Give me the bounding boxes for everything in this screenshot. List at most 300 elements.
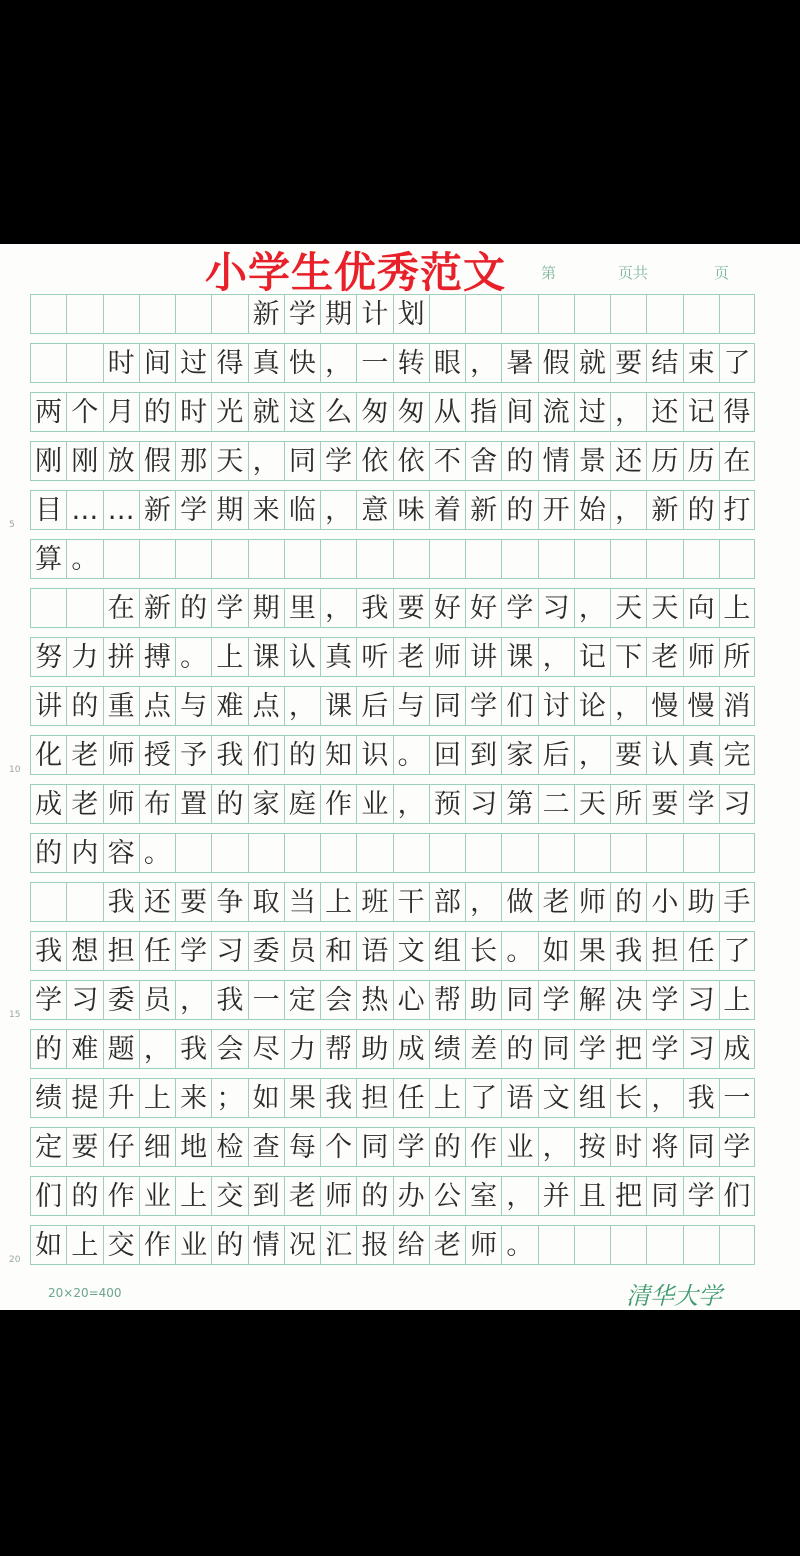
grid-cell: 回 (429, 735, 465, 775)
grid-cell (66, 343, 102, 383)
grid-cell: 计 (356, 294, 392, 334)
grid-cell: 刚 (66, 441, 102, 481)
grid-cell: 且 (574, 1176, 610, 1216)
grid-cell: 认 (284, 637, 320, 677)
grid-cell: 要 (175, 882, 211, 922)
grid-cell: 学 (683, 1176, 719, 1216)
grid-cell (211, 833, 247, 873)
grid-cell: 按 (574, 1127, 610, 1167)
grid-cell (574, 539, 610, 579)
grid-cell: 成 (393, 1029, 429, 1069)
grid-cell: 算 (30, 539, 66, 579)
grid-cell: 当 (284, 882, 320, 922)
grid-cell: 并 (538, 1176, 574, 1216)
grid-cell: 小 (646, 882, 682, 922)
grid-cell: 重 (103, 686, 139, 726)
grid-cell (248, 539, 284, 579)
grid-cell: … (103, 490, 139, 530)
grid-cell: 讲 (30, 686, 66, 726)
grid-cell: 识 (356, 735, 392, 775)
grid-cell: 如 (538, 931, 574, 971)
grid-cell (356, 539, 392, 579)
grid-cell (66, 882, 102, 922)
grid-row (30, 294, 755, 334)
grid-cell (646, 539, 682, 579)
grid-cell: 任 (393, 1078, 429, 1118)
grid-cell: 布 (139, 784, 175, 824)
grid-cell: ， (393, 784, 429, 824)
line-number: 15 (9, 1010, 21, 1020)
grid-cell: 同 (538, 1029, 574, 1069)
grid-cell (248, 833, 284, 873)
grid-cell (574, 833, 610, 873)
grid-cell (719, 539, 755, 579)
grid-row (30, 637, 755, 677)
grid-cell (30, 882, 66, 922)
grid-cell: 向 (683, 588, 719, 628)
grid-cell (66, 294, 102, 334)
grid-cell (574, 1225, 610, 1265)
grid-cell (175, 539, 211, 579)
grid-cell: 组 (429, 931, 465, 971)
grid-cell: 打 (719, 490, 755, 530)
grid-row (30, 980, 755, 1020)
grid-cell: 么 (320, 392, 356, 432)
grid-cell: 流 (538, 392, 574, 432)
grid-cell: 讲 (465, 637, 501, 677)
grid-cell: 着 (429, 490, 465, 530)
grid-cell: 习 (538, 588, 574, 628)
grid-cell: 舍 (465, 441, 501, 481)
grid-cell (103, 294, 139, 334)
grid-cell: 师 (683, 637, 719, 677)
grid-cell: 依 (356, 441, 392, 481)
grid-cell: 员 (139, 980, 175, 1020)
grid-cell: 我 (356, 588, 392, 628)
grid-cell: 下 (610, 637, 646, 677)
grid-cell: 拼 (103, 637, 139, 677)
grid-cell: 要 (646, 784, 682, 824)
grid-cell: 天 (574, 784, 610, 824)
grid-cell: 作 (103, 1176, 139, 1216)
grid-cell: 业 (139, 1176, 175, 1216)
grid-cell: 决 (610, 980, 646, 1020)
grid-cell: 个 (66, 392, 102, 432)
grid-cell: 师 (103, 784, 139, 824)
banner-title: 小学生优秀范文 (205, 248, 507, 297)
grid-cell: 与 (393, 686, 429, 726)
grid-cell: 文 (538, 1078, 574, 1118)
grid-cell: 上 (320, 882, 356, 922)
grid-cell: 后 (538, 735, 574, 775)
grid-cell: ； (211, 1078, 247, 1118)
grid-cell: 地 (175, 1127, 211, 1167)
grid-cell: 老 (66, 784, 102, 824)
grid-row (30, 735, 755, 775)
grid-cell: 学 (211, 588, 247, 628)
grid-cell (175, 294, 211, 334)
grid-cell: 指 (465, 392, 501, 432)
grid-cell: 依 (393, 441, 429, 481)
grid-cell: 光 (211, 392, 247, 432)
grid-cell: 们 (501, 686, 537, 726)
grid-cell: 的 (211, 784, 247, 824)
grid-cell: 上 (211, 637, 247, 677)
brand-logo: 清华大学 (626, 1282, 722, 1310)
grid-cell (429, 294, 465, 334)
grid-cell: 业 (501, 1127, 537, 1167)
grid-cell: 学 (646, 980, 682, 1020)
grid-cell: ， (320, 343, 356, 383)
grid-cell: 绩 (429, 1029, 465, 1069)
grid-cell: 放 (103, 441, 139, 481)
grid-cell: 两 (30, 392, 66, 432)
grid-cell: 学 (284, 294, 320, 334)
grid-cell: 那 (175, 441, 211, 481)
grid-cell: 任 (683, 931, 719, 971)
grid-cell: 的 (356, 1176, 392, 1216)
grid-row (30, 784, 755, 824)
grid-row (30, 539, 755, 579)
grid-cell: 。 (139, 833, 175, 873)
grid-cell: 们 (719, 1176, 755, 1216)
grid-cell: 间 (501, 392, 537, 432)
grid-row (30, 1127, 755, 1167)
grid-cell: 老 (429, 1225, 465, 1265)
grid-cell: 知 (320, 735, 356, 775)
grid-cell: 委 (103, 980, 139, 1020)
grid-cell: 家 (501, 735, 537, 775)
grid-cell: 争 (211, 882, 247, 922)
grid-cell: 师 (320, 1176, 356, 1216)
grid-cell: 交 (211, 1176, 247, 1216)
grid-cell: 成 (30, 784, 66, 824)
grid-cell: 老 (393, 637, 429, 677)
grid-cell: 细 (139, 1127, 175, 1167)
grid-cell: 把 (610, 1029, 646, 1069)
grid-cell: 过 (574, 392, 610, 432)
grid-row (30, 490, 755, 530)
grid-cell: 学 (175, 931, 211, 971)
grid-cell: 划 (393, 294, 429, 334)
grid-cell: 转 (393, 343, 429, 383)
grid-cell: 。 (66, 539, 102, 579)
grid-cell: 助 (465, 980, 501, 1020)
grid-cell: 得 (719, 392, 755, 432)
grid-cell: 学 (175, 490, 211, 530)
grid-cell: 一 (719, 1078, 755, 1118)
grid-cell: 。 (501, 931, 537, 971)
grid-cell: 我 (30, 931, 66, 971)
grid-cell (610, 833, 646, 873)
grid-cell: 期 (320, 294, 356, 334)
grid-cell: 预 (429, 784, 465, 824)
grid-cell (719, 1225, 755, 1265)
grid-cell: 点 (139, 686, 175, 726)
grid-cell: 师 (429, 637, 465, 677)
grid-cell: 期 (248, 588, 284, 628)
grid-cell: 师 (574, 882, 610, 922)
grid-cell: 师 (465, 1225, 501, 1265)
grid-cell: 新 (646, 490, 682, 530)
grid-cell: 了 (719, 343, 755, 383)
grid-cell (393, 539, 429, 579)
grid-cell: 情 (538, 441, 574, 481)
grid-cell: 绩 (30, 1078, 66, 1118)
grid-cell: 的 (610, 882, 646, 922)
page-prefix: 第 (541, 264, 557, 282)
grid-row (30, 1225, 755, 1265)
grid-cell: 点 (248, 686, 284, 726)
grid-cell: 的 (30, 1029, 66, 1069)
grid-cell: 二 (538, 784, 574, 824)
grid-cell: 授 (139, 735, 175, 775)
grid-cell: ， (501, 1176, 537, 1216)
grid-cell: 同 (356, 1127, 392, 1167)
grid-cell: 暑 (501, 343, 537, 383)
grid-cell: 论 (574, 686, 610, 726)
grid-cell: 把 (610, 1176, 646, 1216)
grid-cell: 新 (139, 490, 175, 530)
grid-cell: 解 (574, 980, 610, 1020)
grid-cell: 学 (30, 980, 66, 1020)
grid-cell: 我 (211, 980, 247, 1020)
grid-cell: 还 (610, 441, 646, 481)
grid-cell: 上 (139, 1078, 175, 1118)
grid-cell: 假 (139, 441, 175, 481)
grid-cell: 时 (175, 392, 211, 432)
grid-row (30, 1029, 755, 1069)
grid-cell: 一 (248, 980, 284, 1020)
grid-cell: 还 (646, 392, 682, 432)
grid-cell: 长 (610, 1078, 646, 1118)
grid-cell: 的 (139, 392, 175, 432)
grid-cell: 员 (284, 931, 320, 971)
line-number: 10 (9, 765, 21, 775)
grid-cell: 历 (646, 441, 682, 481)
grid-cell (610, 539, 646, 579)
grid-cell: ， (610, 686, 646, 726)
grid-cell: 时 (103, 343, 139, 383)
grid-cell: 习 (719, 784, 755, 824)
grid-cell: 来 (248, 490, 284, 530)
grid-cell: 听 (356, 637, 392, 677)
grid-cell (175, 833, 211, 873)
grid-row (30, 833, 755, 873)
grid-cell: 的 (30, 833, 66, 873)
grid-cell: 从 (429, 392, 465, 432)
grid-cell: 心 (393, 980, 429, 1020)
grid-cell: 学 (465, 686, 501, 726)
grid-cell: 学 (683, 784, 719, 824)
grid-cell: 新 (465, 490, 501, 530)
grid-cell: 每 (284, 1127, 320, 1167)
grid-cell: 力 (284, 1029, 320, 1069)
grid-size-label: 20×20=400 (48, 1286, 122, 1300)
grid-cell: ， (574, 588, 610, 628)
grid-cell: ， (610, 490, 646, 530)
grid-cell: 定 (284, 980, 320, 1020)
page-suffix: 页 (714, 264, 730, 282)
grid-cell: 真 (683, 735, 719, 775)
grid-cell: 助 (356, 1029, 392, 1069)
grid-cell: 快 (284, 343, 320, 383)
grid-cell: 仔 (103, 1127, 139, 1167)
grid-cell: 天 (610, 588, 646, 628)
grid-cell: 完 (719, 735, 755, 775)
grid-cell: 取 (248, 882, 284, 922)
grid-cell: 消 (719, 686, 755, 726)
grid-cell: 。 (175, 637, 211, 677)
grid-cell: 班 (356, 882, 392, 922)
line-number: 5 (9, 520, 15, 530)
grid-cell: 任 (139, 931, 175, 971)
grid-cell: 第 (501, 784, 537, 824)
grid-cell: 里 (284, 588, 320, 628)
grid-cell: 升 (103, 1078, 139, 1118)
grid-row (30, 588, 755, 628)
grid-cell: 老 (66, 735, 102, 775)
grid-cell: 就 (574, 343, 610, 383)
grid-cell: 担 (646, 931, 682, 971)
grid-cell: 长 (465, 931, 501, 971)
grid-row (30, 343, 755, 383)
grid-cell: 我 (683, 1078, 719, 1118)
grid-cell: 的 (66, 686, 102, 726)
grid-cell: 作 (320, 784, 356, 824)
grid-cell: 开 (538, 490, 574, 530)
grid-cell: 天 (646, 588, 682, 628)
grid-cell (284, 833, 320, 873)
grid-cell: 公 (429, 1176, 465, 1216)
grid-cell: 学 (646, 1029, 682, 1069)
grid-cell (501, 539, 537, 579)
grid-cell: 提 (66, 1078, 102, 1118)
grid-cell: 我 (103, 882, 139, 922)
grid-cell (646, 294, 682, 334)
grid-cell (610, 294, 646, 334)
grid-cell: 手 (719, 882, 755, 922)
grid-cell: 眼 (429, 343, 465, 383)
grid-cell (465, 294, 501, 334)
grid-cell: 会 (320, 980, 356, 1020)
grid-cell: 学 (538, 980, 574, 1020)
grid-cell: 认 (646, 735, 682, 775)
grid-cell: 如 (248, 1078, 284, 1118)
grid-cell: 帮 (429, 980, 465, 1020)
grid-cell: 师 (103, 735, 139, 775)
grid-cell (538, 1225, 574, 1265)
grid-cell: 的 (501, 490, 537, 530)
grid-cell (429, 833, 465, 873)
grid-cell: 习 (211, 931, 247, 971)
grid-cell: 热 (356, 980, 392, 1020)
grid-cell: 果 (574, 931, 610, 971)
grid-cell: 了 (465, 1078, 501, 1118)
grid-row (30, 441, 755, 481)
grid-cell: ， (139, 1029, 175, 1069)
grid-cell: 况 (284, 1225, 320, 1265)
grid-cell: ， (574, 735, 610, 775)
grid-cell (683, 294, 719, 334)
grid-cell: 记 (574, 637, 610, 677)
grid-cell: 担 (103, 931, 139, 971)
grid-cell: 难 (66, 1029, 102, 1069)
grid-cell: 学 (320, 441, 356, 481)
grid-cell: 记 (683, 392, 719, 432)
grid-cell (646, 1225, 682, 1265)
grid-cell: 搏 (139, 637, 175, 677)
grid-cell: 时 (610, 1127, 646, 1167)
grid-cell: 刚 (30, 441, 66, 481)
grid-cell: 们 (30, 1176, 66, 1216)
grid-cell: 了 (719, 931, 755, 971)
grid-cell: 学 (393, 1127, 429, 1167)
grid-cell: 内 (66, 833, 102, 873)
grid-cell: 的 (429, 1127, 465, 1167)
grid-cell: 语 (356, 931, 392, 971)
grid-cell: 组 (574, 1078, 610, 1118)
grid-cell: 课 (320, 686, 356, 726)
grid-cell: 果 (284, 1078, 320, 1118)
grid-cell: 成 (719, 1029, 755, 1069)
grid-cell: 查 (248, 1127, 284, 1167)
grid-cell (538, 294, 574, 334)
grid-cell: 新 (248, 294, 284, 334)
grid-cell: 帮 (320, 1029, 356, 1069)
grid-cell: 我 (610, 931, 646, 971)
grid-cell: 匆 (393, 392, 429, 432)
grid-cell: 临 (284, 490, 320, 530)
grid-cell (465, 539, 501, 579)
grid-cell: 要 (66, 1127, 102, 1167)
grid-cell: 习 (683, 1029, 719, 1069)
grid-cell (501, 833, 537, 873)
grid-cell (683, 833, 719, 873)
grid-cell: ， (320, 588, 356, 628)
grid-cell: 干 (393, 882, 429, 922)
grid-cell: 上 (429, 1078, 465, 1118)
grid-cell: 好 (465, 588, 501, 628)
grid-cell (683, 1225, 719, 1265)
grid-cell: 担 (356, 1078, 392, 1118)
grid-cell (320, 539, 356, 579)
grid-cell: 一 (356, 343, 392, 383)
page-middle: 页共 (618, 264, 649, 282)
grid-cell (429, 539, 465, 579)
grid-cell: … (66, 490, 102, 530)
grid-cell: 真 (320, 637, 356, 677)
grid-cell (211, 539, 247, 579)
grid-cell: 与 (175, 686, 211, 726)
grid-cell: 间 (139, 343, 175, 383)
grid-cell: 室 (465, 1176, 501, 1216)
grid-cell (103, 539, 139, 579)
grid-cell: 月 (103, 392, 139, 432)
grid-cell: 办 (393, 1176, 429, 1216)
grid-cell (320, 833, 356, 873)
grid-cell: ， (646, 1078, 682, 1118)
grid-cell: 尽 (248, 1029, 284, 1069)
grid-cell: 上 (719, 980, 755, 1020)
grid-cell: 的 (66, 1176, 102, 1216)
grid-cell: 慢 (683, 686, 719, 726)
grid-cell (30, 588, 66, 628)
grid-cell: 容 (103, 833, 139, 873)
grid-row (30, 1078, 755, 1118)
grid-cell: 老 (284, 1176, 320, 1216)
grid-cell: 习 (683, 980, 719, 1020)
